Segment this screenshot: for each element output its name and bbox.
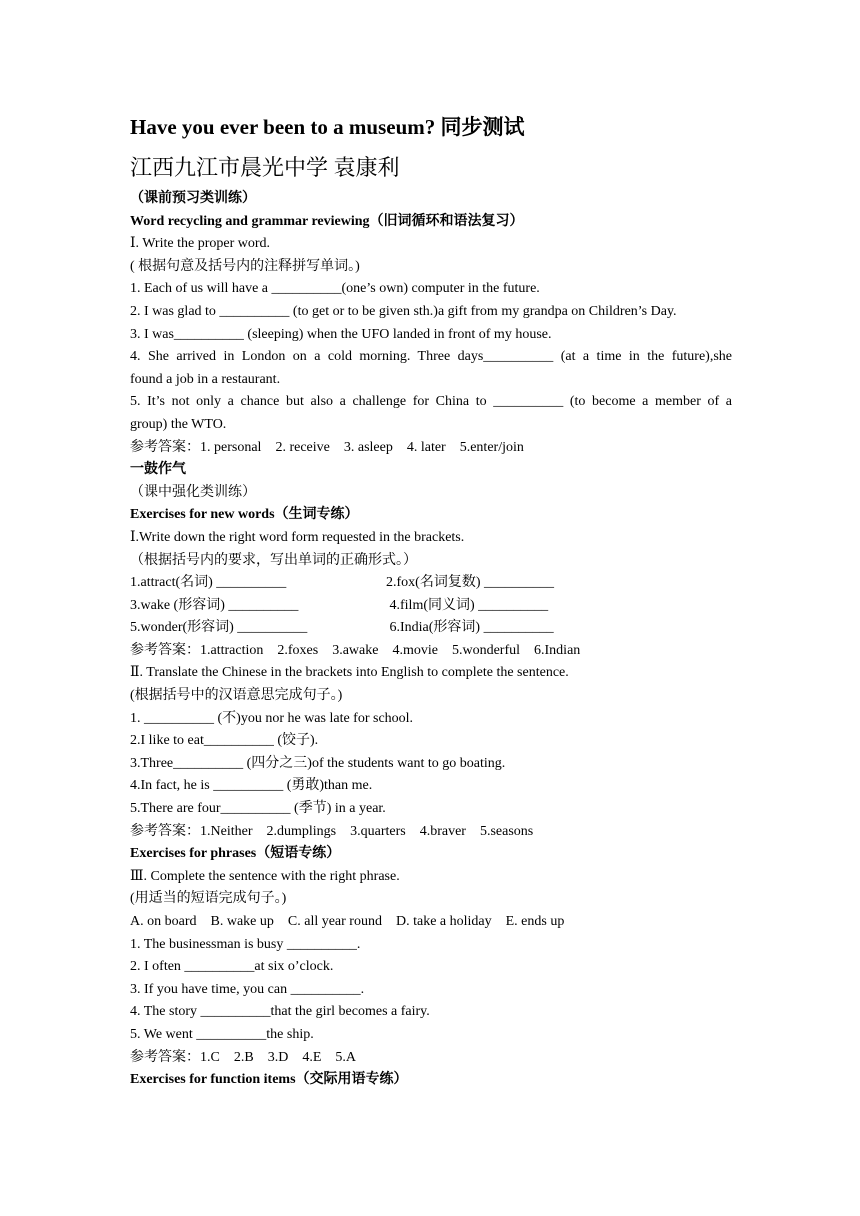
section-title-phrases: Exercises for phrases（短语专练）	[130, 846, 341, 862]
instruction-en: Ⅰ.Write down the right word form requested in the brackets.	[130, 529, 465, 545]
document-title: Have you ever been to a museum? 同步测试	[130, 115, 525, 139]
answer: 1.Neither	[200, 823, 253, 839]
answer: 2.foxes	[277, 642, 319, 658]
word-form-item: 1.attract(名词) __________	[130, 575, 287, 591]
answer-label: 参考答案：	[130, 642, 200, 658]
question-item: 3. If you have time, you can __________.	[130, 981, 365, 997]
word-form-row	[130, 617, 732, 640]
answer-label: 参考答案：	[130, 1049, 200, 1065]
question-item-continued: found a job in a restaurant.	[130, 371, 281, 387]
answer: 5.enter/join	[459, 439, 524, 455]
word-form-item: 6.India(形容词) __________	[386, 620, 554, 636]
word-form-item: 3.wake (形容词) __________	[130, 597, 299, 613]
word-form-item: 4.film(同义词) __________	[386, 597, 549, 613]
pre-class-label: （课前预习类训练）	[130, 191, 256, 206]
question-item: 4. The story __________that the girl becomes a fairy.	[130, 1004, 430, 1020]
question-item: 2.I like to eat__________ (饺子).	[130, 733, 319, 749]
question-item: 2. I was glad to __________ (to get or to be given sth.)a gift from my grandpa on Children’s Day.	[130, 303, 677, 319]
answer: 2. receive	[275, 439, 330, 455]
instruction-en: Ⅱ. Translate the Chinese in the brackets into English to complete the sentence.	[130, 665, 569, 681]
question-item: 5. It’s not only a chance but also a challenge for China to __________ (to become a member of a	[130, 394, 732, 410]
question-item: 4.In fact, he is __________ (勇敢)than me.	[130, 778, 373, 794]
answer-key	[130, 640, 732, 663]
phrase-option: B. wake up	[210, 914, 274, 929]
instruction-cn: （根据括号内的要求，写出单词的正确形式。）	[130, 552, 417, 568]
answer: 1.C	[200, 1049, 220, 1065]
answer: 4.E	[302, 1049, 322, 1065]
answer: 2.B	[233, 1049, 254, 1065]
instruction-en: Ⅰ. Write the proper word.	[130, 236, 270, 252]
question-item: 3. I was__________ (sleeping) when the UFO landed in front of my house.	[130, 326, 552, 342]
instruction-cn: (根据括号中的汉语意思完成句子。)	[130, 688, 343, 704]
document-content	[130, 112, 732, 1092]
question-item: 1. __________ (不)you nor he was late for school.	[130, 710, 414, 726]
answer: 3.quarters	[350, 823, 406, 839]
heading-yiguzuoqi: 一鼓作气	[130, 462, 186, 478]
instruction-cn: ( 根据句意及括号内的注释拼写单词。)	[130, 258, 360, 274]
section-title-word-recycling: Word recycling and grammar reviewing（旧词循环和语法复习）	[130, 213, 524, 229]
question-item: 5. We went __________the ship.	[130, 1026, 314, 1042]
section-title-function-items: Exercises for function items（交际用语专练）	[130, 1072, 408, 1088]
question-item-continued: group) the WTO.	[130, 416, 227, 432]
answer-label: 参考答案：	[130, 823, 200, 839]
word-form-item: 2.fox(名词复数) __________	[386, 575, 554, 591]
question-item: 1. The businessman is busy __________.	[130, 936, 361, 952]
question-item: 5.There are four__________ (季节) in a year.	[130, 801, 386, 817]
answer: 3. asleep	[343, 439, 393, 455]
answer: 2.dumplings	[266, 823, 337, 839]
word-form-row	[130, 595, 732, 618]
answer: 6.Indian	[534, 642, 581, 658]
answer: 5.seasons	[479, 823, 534, 839]
answer: 4.movie	[392, 642, 438, 658]
phrase-options	[130, 911, 732, 934]
section-title-new-words: Exercises for new words（生词专练）	[130, 507, 359, 523]
in-class-label: （课中强化类训练）	[130, 484, 256, 500]
instruction-cn: (用适当的短语完成句子。)	[130, 891, 287, 907]
phrase-option: A. on board	[130, 914, 197, 929]
question-item: 4. She arrived in London on a cold morning. Three days__________ (at a time in the future),she	[130, 349, 732, 365]
question-item: 3.Three__________ (四分之三)of the students want to go boating.	[130, 755, 506, 771]
word-form-item: 5.wonder(形容词) __________	[130, 620, 308, 636]
answer-key	[130, 1047, 732, 1070]
question-item: 1. Each of us will have a __________(one’s own) computer in the future.	[130, 281, 540, 297]
instruction-en: Ⅲ. Complete the sentence with the right phrase.	[130, 868, 400, 884]
answer-label: 参考答案：	[130, 439, 200, 455]
phrase-option: E. ends up	[505, 914, 565, 929]
answer-key	[130, 821, 732, 844]
answer: 3.awake	[332, 642, 379, 658]
author-line: 江西九江市晨光中学 袁康利	[130, 155, 400, 180]
answer-key	[130, 437, 732, 460]
question-item: 2. I often __________at six o’clock.	[130, 959, 334, 975]
answer: 3.D	[267, 1049, 289, 1065]
answer: 4. later	[406, 439, 446, 455]
answer: 4.braver	[419, 823, 466, 839]
word-form-row	[130, 572, 732, 595]
answer: 5.wonderful	[451, 642, 521, 658]
answer: 1.attraction	[200, 642, 264, 658]
answer: 1. personal	[200, 439, 262, 455]
phrase-option: C. all year round	[287, 914, 382, 929]
answer: 5.A	[335, 1049, 356, 1065]
phrase-option: D. take a holiday	[395, 914, 492, 929]
